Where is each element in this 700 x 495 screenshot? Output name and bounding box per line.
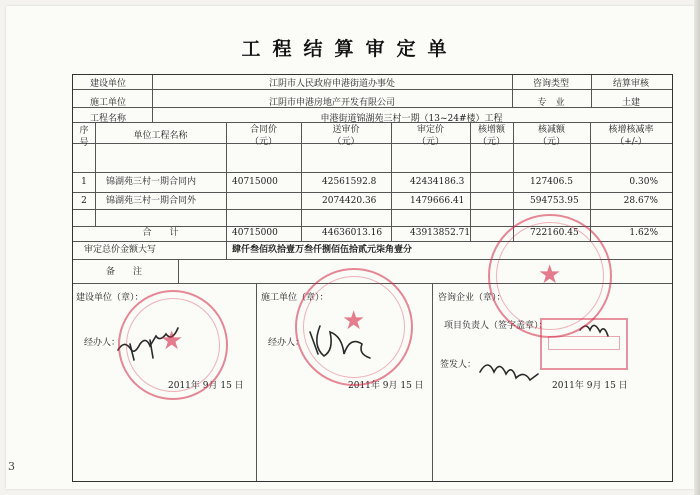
contractor-date: 2011年 9月 15 日: [348, 381, 424, 391]
item-1-seq: 1: [81, 177, 87, 187]
contractor-seal-label: 施工单位（章）：: [261, 293, 329, 303]
contractor-agent-label: 经办人：: [268, 338, 305, 348]
item-2-decrease: 594753.95: [530, 196, 579, 206]
remarks-label: 备 注: [106, 267, 143, 277]
item-2-submitted: 2074420.36: [322, 196, 377, 206]
total-approved: 43913852.71: [410, 228, 471, 238]
document-title: 工程结算审定单: [241, 38, 459, 60]
header-contract-price: 合同价: [249, 125, 277, 135]
item-2-name: 锦湖苑三村一期合同外: [106, 196, 197, 206]
header-submitted-unit: （元）: [332, 137, 360, 147]
item-2-approved: 1479666.41: [410, 196, 465, 206]
issuer-signature-stroke: [480, 365, 538, 380]
project-label: 工程名称: [90, 114, 127, 124]
item-2-seq: 2: [81, 196, 87, 206]
consult-seal-star: ★: [538, 260, 562, 290]
header-rate: 核增核减率: [608, 125, 654, 135]
header-decrease-unit: （元）: [537, 137, 565, 147]
consult-leader-label: 项目负责人（签字盖章）：: [444, 321, 548, 331]
total-submitted: 44636013.16: [322, 228, 383, 238]
header-approved-price: 审定价: [416, 125, 444, 135]
header-increase-unit: （元）: [477, 137, 505, 147]
construction-unit-value: 江阴市人民政府申港街道办事处: [268, 79, 395, 89]
item-1-decrease: 127406.5: [530, 177, 573, 187]
consult-date: 2011年 9月 15 日: [552, 381, 628, 391]
header-approved-unit: （元）: [416, 137, 444, 147]
header-submitted-price: 送审价: [332, 125, 360, 135]
amount-words-value: 肆仟叁佰玖拾壹万叁仟捌佰伍拾贰元柒角壹分: [232, 245, 413, 255]
specialty-label: 专 业: [537, 98, 565, 108]
total-decrease: 722160.45: [530, 228, 579, 238]
total-label: 合 计: [142, 228, 179, 238]
header-unit-project: 单位工程名称: [133, 131, 188, 141]
construction-seal-star: ★: [160, 326, 184, 356]
header-contract-unit: （元）: [249, 137, 277, 147]
construction-date: 2011年 9月 15 日: [168, 381, 244, 391]
item-1-contract: 40715000: [232, 177, 278, 187]
consult-issuer-label: 签发人：: [440, 360, 477, 370]
total-rate: 1.62%: [629, 228, 658, 238]
total-contract: 40715000: [232, 228, 278, 238]
consult-type-value: 结算审核: [612, 79, 649, 89]
construction-agent-label: 经办人：: [84, 338, 121, 348]
item-2-rate: 28.67%: [623, 196, 658, 206]
amount-words-label: 审定总价金额大写: [84, 245, 157, 255]
item-1-submitted: 42561592.8: [322, 177, 377, 187]
item-1-name: 锦湖苑三村一期合同内: [106, 177, 197, 187]
registration-seal-number-box: [548, 336, 620, 350]
header-decrease: 核减额: [537, 125, 565, 135]
construction-unit-label: 建设单位: [90, 79, 127, 89]
contractor-label: 施工单位: [90, 98, 127, 108]
item-1-rate: 0.30%: [629, 177, 658, 187]
header-rate-unit: （+/-）: [615, 137, 647, 147]
contractor-seal-star: ★: [342, 306, 366, 336]
construction-seal-label: 建设单位（章）：: [76, 293, 144, 303]
item-1-approved: 42434186.3: [410, 177, 465, 187]
consult-seal-label: 咨询企业（章）：: [438, 293, 506, 303]
header-increase: 核增额: [477, 125, 505, 135]
header-seq: 序号: [79, 126, 89, 148]
specialty-value: 土建: [621, 98, 640, 108]
margin-page-number: 3: [8, 460, 15, 473]
consult-type-label: 咨询类型: [532, 79, 569, 89]
project-value: 申港街道锦湖苑三村一期（13~24#楼）工程: [320, 114, 503, 124]
contractor-value: 江阴市申港房地产开发有限公司: [268, 98, 395, 108]
